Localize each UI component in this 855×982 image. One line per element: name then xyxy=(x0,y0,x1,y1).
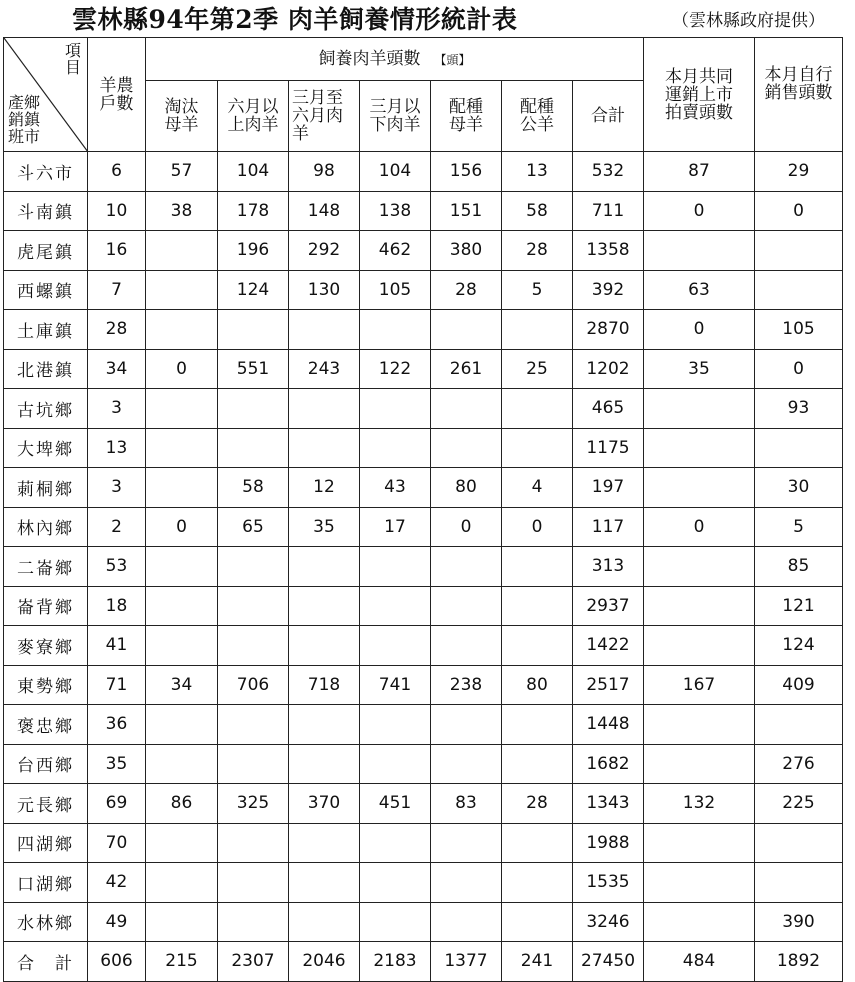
table-cell xyxy=(146,270,218,310)
table-cell xyxy=(289,547,360,587)
table-cell xyxy=(218,744,289,784)
table-cell xyxy=(431,310,502,350)
unit-label: 【頭】 xyxy=(434,52,471,67)
table-cell: 130 xyxy=(289,270,360,310)
table-cell xyxy=(644,863,755,903)
table-cell xyxy=(431,389,502,429)
table-cell xyxy=(755,823,843,863)
table-cell: 63 xyxy=(644,270,755,310)
table-cell: 0 xyxy=(755,349,843,389)
table-cell xyxy=(218,310,289,350)
table-row xyxy=(4,547,843,587)
table-cell: 122 xyxy=(360,349,431,389)
table-cell xyxy=(218,389,289,429)
table-cell: 132 xyxy=(644,784,755,824)
table-cell: 69 xyxy=(88,784,146,824)
table-cell xyxy=(360,389,431,429)
table-cell: 409 xyxy=(755,665,843,705)
table-row xyxy=(4,310,843,350)
row-label: 水林鄉 xyxy=(4,902,88,942)
table-cell: 3 xyxy=(88,389,146,429)
table-cell: 2046 xyxy=(289,942,360,982)
table-cell: 1175 xyxy=(573,428,644,468)
table-cell: 0 xyxy=(644,507,755,547)
table-cell: 390 xyxy=(755,902,843,942)
table-cell xyxy=(218,547,289,587)
table-cell xyxy=(644,586,755,626)
table-cell: 148 xyxy=(289,191,360,231)
table-cell: 1422 xyxy=(573,626,644,666)
table-cell xyxy=(146,310,218,350)
table-cell: 7 xyxy=(88,270,146,310)
table-row xyxy=(4,586,843,626)
table-cell xyxy=(360,626,431,666)
table-cell xyxy=(218,626,289,666)
header-col-2: 三月至 六月肉 羊 xyxy=(289,81,360,152)
table-cell: 465 xyxy=(573,389,644,429)
table-cell: 3 xyxy=(88,468,146,508)
table-cell xyxy=(360,863,431,903)
row-label: 莿桐鄉 xyxy=(4,468,88,508)
table-cell xyxy=(502,823,573,863)
table-cell xyxy=(360,705,431,745)
table-cell xyxy=(218,586,289,626)
table-row xyxy=(4,152,843,192)
table-cell xyxy=(502,744,573,784)
row-label: 大埤鄉 xyxy=(4,428,88,468)
table-cell xyxy=(289,310,360,350)
row-label: 麥寮鄉 xyxy=(4,626,88,666)
row-label: 北港鎮 xyxy=(4,349,88,389)
table-cell xyxy=(289,428,360,468)
table-cell: 124 xyxy=(218,270,289,310)
table-cell xyxy=(755,863,843,903)
header-col-4: 配種 母羊 xyxy=(431,81,502,152)
table-cell: 34 xyxy=(88,349,146,389)
table-cell: 197 xyxy=(573,468,644,508)
table-cell: 325 xyxy=(218,784,289,824)
table-cell: 42 xyxy=(88,863,146,903)
table-cell xyxy=(146,744,218,784)
table-cell xyxy=(644,705,755,745)
source-note: （雲林縣政府提供） xyxy=(672,11,825,31)
table-cell: 0 xyxy=(502,507,573,547)
table-row xyxy=(4,231,843,271)
table-cell: 25 xyxy=(502,349,573,389)
table-cell xyxy=(644,744,755,784)
table-cell: 104 xyxy=(218,152,289,192)
header-auction: 本月共同 運銷上市 拍賣頭數 xyxy=(644,38,755,152)
table-cell: 80 xyxy=(431,468,502,508)
table-row xyxy=(4,191,843,231)
table-cell xyxy=(431,902,502,942)
table-cell: 38 xyxy=(146,191,218,231)
table-cell: 276 xyxy=(755,744,843,784)
table-cell: 2517 xyxy=(573,665,644,705)
table-cell xyxy=(360,547,431,587)
table-cell xyxy=(644,428,755,468)
header-col-0: 淘汰 母羊 xyxy=(146,81,218,152)
table-cell: 49 xyxy=(88,902,146,942)
table-cell xyxy=(644,468,755,508)
table-cell: 215 xyxy=(146,942,218,982)
table-cell: 370 xyxy=(289,784,360,824)
table-cell: 30 xyxy=(755,468,843,508)
table-cell xyxy=(146,823,218,863)
table-cell xyxy=(360,744,431,784)
table-row xyxy=(4,507,843,547)
table-cell: 80 xyxy=(502,665,573,705)
table-cell xyxy=(146,863,218,903)
table-cell xyxy=(146,626,218,666)
table-cell: 124 xyxy=(755,626,843,666)
table-cell xyxy=(502,586,573,626)
table-cell xyxy=(755,705,843,745)
table-cell: 85 xyxy=(755,547,843,587)
table-cell xyxy=(502,705,573,745)
table-cell: 28 xyxy=(502,231,573,271)
table-cell xyxy=(146,389,218,429)
table-cell xyxy=(360,823,431,863)
row-label: 合 計 xyxy=(4,942,88,982)
table-cell: 1988 xyxy=(573,823,644,863)
table-cell: 1343 xyxy=(573,784,644,824)
table-cell: 462 xyxy=(360,231,431,271)
table-cell: 238 xyxy=(431,665,502,705)
row-label: 台西鄉 xyxy=(4,744,88,784)
table-cell xyxy=(146,547,218,587)
table-cell xyxy=(644,823,755,863)
table-cell: 28 xyxy=(502,784,573,824)
table-cell: 0 xyxy=(146,349,218,389)
table-cell: 65 xyxy=(218,507,289,547)
table-cell: 6 xyxy=(88,152,146,192)
table-cell: 53 xyxy=(88,547,146,587)
row-label: 林內鄉 xyxy=(4,507,88,547)
header-farmers: 羊農 戶數 xyxy=(88,38,146,152)
table-cell: 71 xyxy=(88,665,146,705)
row-label: 斗六市 xyxy=(4,152,88,192)
table-cell xyxy=(431,626,502,666)
row-label: 土庫鎮 xyxy=(4,310,88,350)
row-label: 元長鄉 xyxy=(4,784,88,824)
table-cell xyxy=(218,705,289,745)
table-cell: 151 xyxy=(431,191,502,231)
table-cell xyxy=(360,902,431,942)
table-cell xyxy=(218,863,289,903)
table-cell: 86 xyxy=(146,784,218,824)
table-cell xyxy=(644,626,755,666)
table-cell: 29 xyxy=(755,152,843,192)
table-cell: 35 xyxy=(289,507,360,547)
table-cell: 0 xyxy=(644,310,755,350)
header-col-6: 合計 xyxy=(573,81,644,152)
table-cell: 196 xyxy=(218,231,289,271)
table-cell xyxy=(289,744,360,784)
table-cell xyxy=(146,428,218,468)
table-cell: 1892 xyxy=(755,942,843,982)
table-cell: 241 xyxy=(502,942,573,982)
table-row xyxy=(4,468,843,508)
table-cell xyxy=(755,231,843,271)
table-cell: 13 xyxy=(502,152,573,192)
table-cell: 10 xyxy=(88,191,146,231)
table-cell xyxy=(289,389,360,429)
table-cell xyxy=(644,231,755,271)
table-cell: 5 xyxy=(755,507,843,547)
table-cell: 2 xyxy=(88,507,146,547)
table-cell xyxy=(289,626,360,666)
header-col-5: 配種 公羊 xyxy=(502,81,573,152)
table-cell: 138 xyxy=(360,191,431,231)
table-cell xyxy=(431,428,502,468)
table-cell: 0 xyxy=(431,507,502,547)
table-row xyxy=(4,349,843,389)
table-cell: 0 xyxy=(644,191,755,231)
table-cell xyxy=(289,823,360,863)
table-cell: 70 xyxy=(88,823,146,863)
table-cell: 167 xyxy=(644,665,755,705)
table-cell xyxy=(502,310,573,350)
table-cell: 2937 xyxy=(573,586,644,626)
table-cell: 93 xyxy=(755,389,843,429)
page-title: 雲林縣94年第2季 肉羊飼養情形統計表 xyxy=(72,5,518,34)
table-row xyxy=(4,389,843,429)
header-col-1: 六月以 上肉羊 xyxy=(218,81,289,152)
table-cell xyxy=(218,902,289,942)
statistics-table xyxy=(3,37,843,982)
row-label: 斗南鎮 xyxy=(4,191,88,231)
table-cell xyxy=(360,586,431,626)
table-cell: 261 xyxy=(431,349,502,389)
table-cell: 225 xyxy=(755,784,843,824)
table-row xyxy=(4,744,843,784)
table-cell xyxy=(431,547,502,587)
table-cell: 27450 xyxy=(573,942,644,982)
table-cell: 41 xyxy=(88,626,146,666)
table-cell: 532 xyxy=(573,152,644,192)
corner-top-label: 項 目 xyxy=(64,41,81,77)
table-row xyxy=(4,270,843,310)
table-row xyxy=(4,428,843,468)
table-row xyxy=(4,665,843,705)
table-cell xyxy=(218,428,289,468)
row-label: 二崙鄉 xyxy=(4,547,88,587)
table-cell xyxy=(146,468,218,508)
row-label: 古坑鄉 xyxy=(4,389,88,429)
table-cell xyxy=(289,586,360,626)
table-cell: 105 xyxy=(755,310,843,350)
table-cell: 706 xyxy=(218,665,289,705)
table-cell: 1202 xyxy=(573,349,644,389)
table-cell: 5 xyxy=(502,270,573,310)
table-cell: 43 xyxy=(360,468,431,508)
corner-bottom-label: 產鄉 銷鎮 班市 xyxy=(8,93,41,146)
row-label: 崙背鄉 xyxy=(4,586,88,626)
table-cell: 121 xyxy=(755,586,843,626)
table-cell: 451 xyxy=(360,784,431,824)
table-cell: 243 xyxy=(289,349,360,389)
table-cell xyxy=(146,231,218,271)
table-cell: 2870 xyxy=(573,310,644,350)
table-cell: 313 xyxy=(573,547,644,587)
table-row xyxy=(4,863,843,903)
table-cell: 741 xyxy=(360,665,431,705)
table-cell: 58 xyxy=(502,191,573,231)
row-label: 虎尾鎮 xyxy=(4,231,88,271)
table-cell: 1377 xyxy=(431,942,502,982)
table-cell xyxy=(755,270,843,310)
table-cell: 711 xyxy=(573,191,644,231)
table-cell xyxy=(360,428,431,468)
table-cell: 1358 xyxy=(573,231,644,271)
table-cell: 87 xyxy=(644,152,755,192)
table-cell xyxy=(289,705,360,745)
table-row xyxy=(4,902,843,942)
table-cell: 17 xyxy=(360,507,431,547)
row-label: 西螺鎮 xyxy=(4,270,88,310)
table-cell xyxy=(431,586,502,626)
table-cell xyxy=(644,902,755,942)
table-cell: 1682 xyxy=(573,744,644,784)
table-cell: 4 xyxy=(502,468,573,508)
table-cell xyxy=(502,389,573,429)
table-cell: 156 xyxy=(431,152,502,192)
table-cell xyxy=(360,310,431,350)
table-cell: 83 xyxy=(431,784,502,824)
table-cell: 34 xyxy=(146,665,218,705)
table-cell: 13 xyxy=(88,428,146,468)
table-row xyxy=(4,942,843,982)
table-cell: 292 xyxy=(289,231,360,271)
header-col-3: 三月以 下肉羊 xyxy=(360,81,431,152)
table-cell: 392 xyxy=(573,270,644,310)
row-label: 口湖鄉 xyxy=(4,863,88,903)
table-cell xyxy=(502,902,573,942)
table-cell: 117 xyxy=(573,507,644,547)
table-cell: 36 xyxy=(88,705,146,745)
table-cell: 606 xyxy=(88,942,146,982)
header-self-sale: 本月自行 銷售頭數 xyxy=(755,38,843,152)
table-cell: 28 xyxy=(431,270,502,310)
row-label: 褒忠鄉 xyxy=(4,705,88,745)
table-cell xyxy=(431,863,502,903)
table-cell xyxy=(644,547,755,587)
row-label: 四湖鄉 xyxy=(4,823,88,863)
table-cell xyxy=(218,823,289,863)
table-cell xyxy=(431,823,502,863)
table-cell: 1448 xyxy=(573,705,644,745)
table-cell: 16 xyxy=(88,231,146,271)
table-cell: 718 xyxy=(289,665,360,705)
table-cell: 58 xyxy=(218,468,289,508)
table-row xyxy=(4,823,843,863)
table-cell: 104 xyxy=(360,152,431,192)
table-cell xyxy=(502,547,573,587)
table-cell xyxy=(431,744,502,784)
table-cell xyxy=(146,586,218,626)
header-group: 飼養肉羊頭數 【頭】 xyxy=(146,38,644,81)
table-cell: 1535 xyxy=(573,863,644,903)
table-cell: 105 xyxy=(360,270,431,310)
table-cell xyxy=(289,863,360,903)
table-cell: 2307 xyxy=(218,942,289,982)
table-cell: 0 xyxy=(146,507,218,547)
table-cell: 35 xyxy=(88,744,146,784)
table-cell: 18 xyxy=(88,586,146,626)
table-cell: 3246 xyxy=(573,902,644,942)
table-cell: 57 xyxy=(146,152,218,192)
table-cell xyxy=(146,705,218,745)
table-cell: 551 xyxy=(218,349,289,389)
table-row xyxy=(4,705,843,745)
table-cell xyxy=(289,902,360,942)
table-cell: 35 xyxy=(644,349,755,389)
table-cell xyxy=(502,428,573,468)
table-cell: 28 xyxy=(88,310,146,350)
table-cell: 0 xyxy=(755,191,843,231)
table-cell xyxy=(431,705,502,745)
table-cell: 484 xyxy=(644,942,755,982)
table-cell: 178 xyxy=(218,191,289,231)
table-cell xyxy=(755,428,843,468)
corner-header-cell xyxy=(4,38,88,152)
table-cell xyxy=(146,902,218,942)
table-cell xyxy=(502,863,573,903)
row-label: 東勢鄉 xyxy=(4,665,88,705)
table-cell xyxy=(644,389,755,429)
table-cell: 380 xyxy=(431,231,502,271)
table-cell: 98 xyxy=(289,152,360,192)
table-cell: 12 xyxy=(289,468,360,508)
table-row xyxy=(4,626,843,666)
table-cell xyxy=(502,626,573,666)
table-cell: 2183 xyxy=(360,942,431,982)
table-row xyxy=(4,784,843,824)
